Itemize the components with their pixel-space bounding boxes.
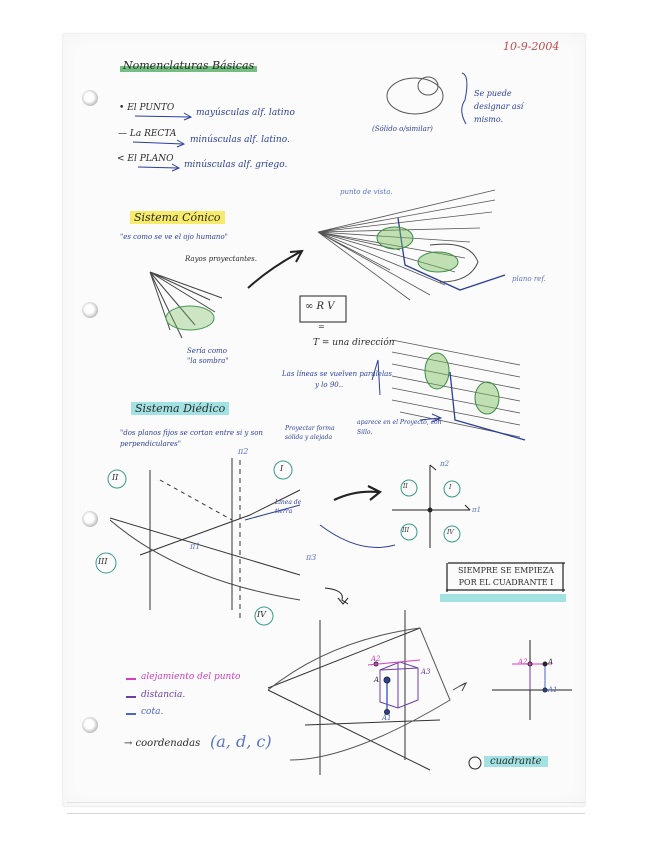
solid-caption: (Sólido o/similar) [372,125,433,133]
designation-note: Se puede designar así mismo. [474,89,524,124]
plane-description: minúsculas alf. griego. [184,160,288,170]
projection-point-label: A2 [518,658,528,666]
viewpoint-label: punto de vista. [340,188,393,196]
point-label: A3 [421,668,431,676]
axis-quadrant: III [402,527,410,534]
coords-value: (a, d, c) [210,732,272,751]
direction-note: T = una dirección [313,338,395,348]
point-label: A [374,676,380,684]
nomenclature-item [117,154,174,164]
infinity-box: ∞ R V [305,301,335,312]
dihedral-heading: Sistema Diédico [131,402,229,415]
date-stamp: 10-9-2004 [503,40,560,53]
point-symbol: • [119,103,125,113]
nomenclature-item [119,103,174,113]
equals-sign: = [318,322,325,331]
point-label: A1 [382,714,392,722]
quadrant-label: IV [257,610,266,619]
quadrant-label: III [98,557,108,566]
project-note: aparece en el Proyecto, con Sillo. [357,419,442,436]
reminder-highlight [440,594,566,602]
parallel-note-2: y lo 90.. [315,381,344,389]
parallel-note: Las líneas se vuelven paralelas [282,370,392,378]
pi1-label: π1 [190,542,201,551]
rays-label: Rayos proyectantes. [185,255,257,263]
dihedral-subtitle: "dos planos fijos se cortan entre si y son perpendiculares" [120,429,263,448]
point-description: mayúsculas alf. latino [196,108,295,118]
legend-item-distance: distancia. [141,690,186,700]
axis-pi1-label: π1 [472,506,482,514]
shadow-note: Sería como "la sombra" [187,347,229,365]
plane-symbol: < [117,154,125,164]
reminder-box: SIEMPRE SE EMPIEZA POR EL CUADRANTE I [457,566,555,587]
legend-item-distance-away: alejamiento del punto [141,672,241,682]
plane-ref-label: plano ref. [512,275,546,283]
line-label: La RECTA [129,129,177,139]
coords-label: → coordenadas [124,738,201,749]
line-symbol: — [118,129,127,139]
projection-point-label: A [548,658,554,666]
projection-note: Proyectar forma sólida y alejada [285,425,335,441]
ground-line-label: Línea de tierra [275,499,302,515]
projection-point-label: A1 [548,686,558,694]
quadrant-label: II [112,473,119,482]
axis-quadrant: II [403,483,408,490]
nomenclature-item [118,129,176,139]
quadrant-label: I [280,464,284,473]
axis-quadrant: I [449,484,452,491]
point-label: A2 [371,655,381,663]
page-title: Nomenclaturas Básicas [120,59,257,72]
line-description: minúsculas alf. latino. [190,135,290,145]
conic-subtitle: "es como se ve el ojo humano" [120,233,228,241]
pi3-label: π3 [306,553,317,562]
conic-heading: Sistema Cónico [130,211,225,224]
quadrant-footer: cuadrante [484,756,548,767]
axis-pi2-label: π2 [440,460,450,468]
pi2-label: π2 [238,447,249,456]
plane-label: El PLANO [127,154,174,164]
axis-quadrant: IV [447,529,454,536]
point-label: El PUNTO [127,103,175,113]
legend-item-height: cota. [141,707,164,717]
